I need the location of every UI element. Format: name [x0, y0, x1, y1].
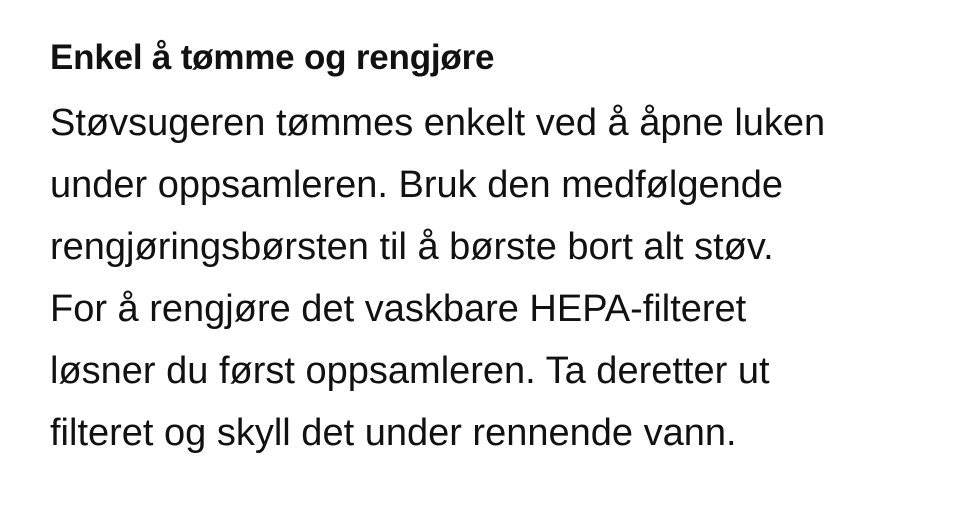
body-line: Støvsugeren tømmes enkelt ved å åpne luken [50, 102, 826, 144]
instruction-section [50, 34, 930, 464]
section-heading: Enkel å tømme og rengjøre [50, 38, 495, 77]
body-line: under oppsamleren. Bruk den medfølgende [50, 164, 784, 206]
body-line: rengjøringsbørsten til å børste bort alt støv. [50, 226, 774, 268]
body-line: løsner du først oppsamleren. Ta deretter ut [50, 350, 770, 392]
section-body [50, 92, 930, 464]
body-line: filteret og skyll det under rennende vann. [50, 412, 737, 454]
body-line: For å rengjøre det vaskbare HEPA-filteret [50, 288, 747, 330]
